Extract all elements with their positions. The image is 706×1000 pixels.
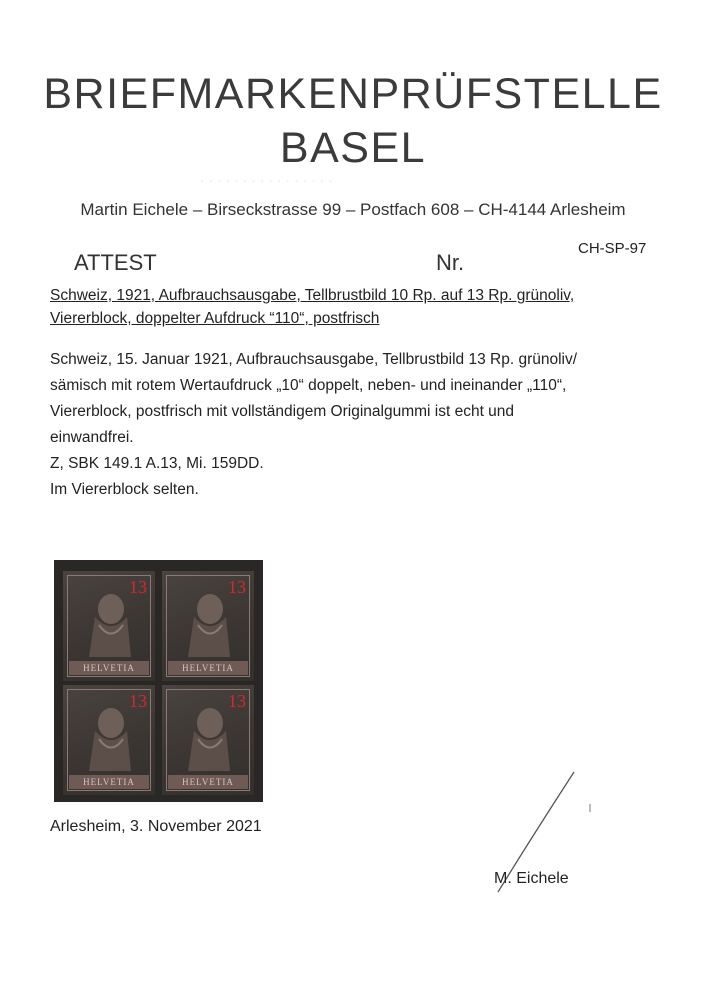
stamp: [161, 570, 255, 682]
stamp: [62, 570, 156, 682]
signer-name: M. Eichele: [494, 870, 569, 887]
attest-label: ATTEST: [74, 250, 157, 275]
show-through-text: · · · · · · · · · · · · · · · ·: [200, 172, 333, 188]
summary-line: Viererblock, doppelter Aufdruck “110“, postfrisch: [50, 310, 380, 327]
certificate-number: CH-SP-97: [578, 240, 647, 257]
place-date: Arlesheim, 3. November 2021: [50, 818, 262, 835]
stamp-block-photo: [54, 560, 263, 802]
certificate-body: [50, 347, 690, 503]
body-line: Schweiz, 15. Januar 1921, Aufbrauchsausgabe, Tellbrustbild 13 Rp. grünoliv/: [50, 351, 578, 368]
body-line: Z, SBK 149.1 A.13, Mi. 159DD.: [50, 455, 264, 472]
stamp-inscription: HELVETIA: [168, 775, 248, 789]
summary: [50, 284, 574, 330]
body-line: Im Viererblock selten.: [50, 481, 199, 498]
stamp: [161, 684, 255, 796]
stamp-inscription: HELVETIA: [69, 661, 149, 675]
stamp: [62, 684, 156, 796]
body-line: einwandfrei.: [50, 429, 134, 446]
body-line: Viererblock, postfrisch mit vollständigem Originalgummi ist echt und: [50, 403, 515, 420]
page-title: BRIEFMARKENPRÜFSTELLE: [43, 70, 663, 118]
address-line: Martin Eichele – Birseckstrasse 99 – Postfach 608 – CH-4144 Arlesheim: [80, 200, 626, 219]
stamp-inscription: HELVETIA: [168, 661, 248, 675]
body-line: sämisch mit rotem Wertaufdruck „10“ doppelt, neben- und ineinander „110“,: [50, 377, 567, 394]
summary-line: Schweiz, 1921, Aufbrauchsausgabe, Tellbrustbild 10 Rp. auf 13 Rp. grünoliv,: [50, 287, 575, 304]
stamp-inscription: HELVETIA: [69, 775, 149, 789]
nr-label: Nr.: [436, 250, 465, 275]
stamp-value: 13: [129, 577, 147, 597]
stamp-value: 13: [228, 691, 246, 711]
stamp-value: 13: [228, 577, 246, 597]
page-title-city: BASEL: [279, 124, 427, 172]
stamp-value: 13: [129, 691, 147, 711]
